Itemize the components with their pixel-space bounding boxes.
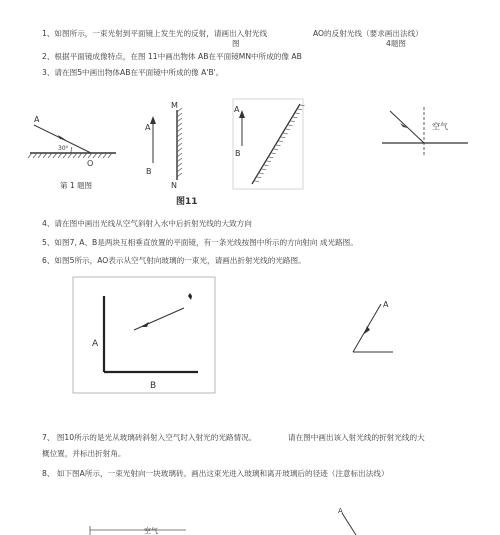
fig1-label-a: A: [34, 115, 40, 124]
question-1-text: 1、如图所示，一束光射到平面镜上发生光的反射，请画出入射光线: [42, 29, 268, 38]
question-2-text: 2、根据平面镜成像特点，在图 11中画出物体 AB在平面镜MN中所成的像 AB: [42, 52, 302, 61]
question-7-line-1: 7、 图10所示的是光从玻璃砖斜射入空气时入射光的光路情况。: [42, 433, 257, 442]
figure-5: [230, 96, 310, 196]
fig7-label-b: B: [150, 381, 157, 391]
fig11-label-m: M: [171, 101, 178, 110]
fig11-label-b: B: [146, 167, 152, 176]
fig1-label-o: O: [87, 159, 94, 168]
question-6-text: 6、如图5所示，AO表示从空气射向玻璃的一束光，请画出折射光线的光路图。: [42, 256, 306, 265]
fig1-caption: 第 1 题图: [60, 181, 93, 190]
fig5-label-a: A: [234, 105, 240, 114]
question-3-text: 3、请在图5中画出物体AB在平面镜中所成的像 A'B'。: [42, 68, 224, 77]
question-7-line-2: 概位置，并标出折射角。: [42, 449, 126, 458]
question-7-line-1-tail: 请在图中画出该入射光线的折射光线的大: [288, 433, 425, 442]
fig1-angle-label: 30⁰: [58, 145, 69, 152]
fig11-label-a: A: [145, 123, 151, 132]
figure-7: [70, 274, 220, 399]
fig11-caption: 图11: [176, 197, 198, 207]
fig4-label-air: 空气: [432, 122, 448, 131]
question-1-sub-label: 图: [232, 39, 240, 48]
fig7-label-a: A: [92, 339, 99, 349]
figure-1: [26, 110, 126, 170]
figure-4: [380, 105, 470, 160]
fig5-label-b: B: [235, 149, 241, 158]
figure-8-left: [86, 508, 196, 535]
figure-8-right: [330, 505, 370, 535]
question-1-tail: AO的反射光线（要求画出法线）: [313, 29, 423, 38]
fig8-label-a: A: [338, 507, 343, 515]
question-1-fig-caption: 4题图: [386, 39, 407, 48]
figure-11: [135, 98, 205, 198]
question-5-text: 5、如图7, A、B是两块互相垂直放置的平面镜，有一条光线按图中所示的方向射向 成光路图。: [42, 238, 358, 247]
fig8-label-air: 空气: [144, 527, 158, 535]
fig11-label-n: N: [171, 181, 177, 190]
question-4-text: 4、请在图中画出光线从空气斜射入水中后折射光线的大致方向: [42, 219, 252, 228]
fig6-label-a: A: [383, 300, 389, 309]
question-8-text: 8、 如下图A所示，一束光射向一块玻璃砖。画出这束光进入玻璃和离开玻璃后的径迹（注意标出法线）: [42, 469, 389, 478]
figure-6: [345, 294, 400, 356]
